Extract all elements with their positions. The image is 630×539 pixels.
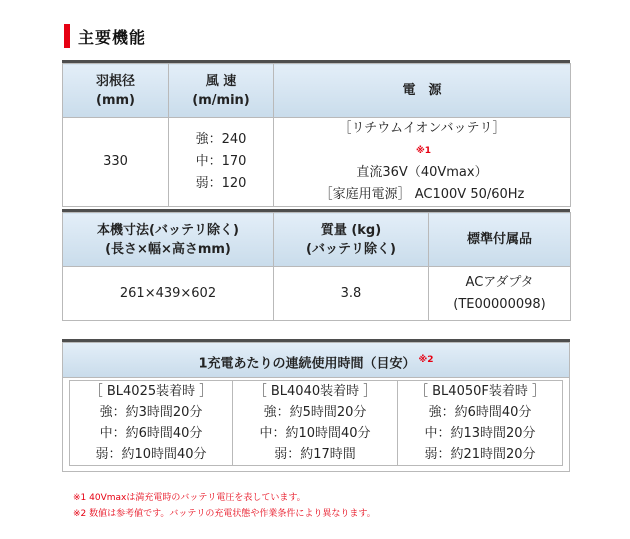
power-source-values — [274, 118, 571, 207]
section-heading — [64, 24, 146, 48]
header-blade-diameter: 羽根径 (mm) — [63, 64, 169, 118]
header-power-source: 電 源 — [274, 64, 571, 118]
heading-accent-bar — [64, 24, 70, 48]
speed-high: 強：240 — [195, 132, 247, 147]
accessory-name: ACアダプタ — [465, 274, 534, 290]
runtime-bl4040: ［ BL4040装着時 ］ 強：約5時間20分 中：約10時間40分 弱：約17時間 — [232, 380, 398, 466]
footnote-mark-2: ※2 — [418, 355, 434, 365]
speed-low: 弱：120 — [195, 176, 247, 191]
spec-table-2 — [62, 212, 571, 321]
battery-name: ［ BL4025装着時 ］ — [89, 384, 213, 399]
accessory-code: (TE00000098) — [453, 296, 546, 312]
weight-value: 3.8 — [274, 267, 429, 321]
runtime-bl4025: ［ BL4025装着時 ］ 強：約3時間20分 中：約6時間40分 弱：約10時間40分 — [69, 380, 233, 466]
dimensions-value: 261×439×602 — [63, 267, 274, 321]
power-battery-label: ［リチウムイオンバッテリ］ ※1 — [274, 118, 570, 162]
speed-mid: 中：170 — [195, 154, 247, 169]
battery-name: ［ BL4050F装着時 ］ — [415, 384, 545, 399]
accessories-value — [429, 267, 571, 321]
section-title: 主要機能 — [78, 27, 147, 47]
header-accessories: 標準付属品 — [429, 213, 571, 267]
battery-name: ［ BL4040装着時 ］ — [253, 384, 377, 399]
blade-diameter-value: 330 — [63, 118, 169, 207]
runtime-bl4050f: ［ BL4050F装着時 ］ 強：約6時間40分 中：約13時間20分 弱：約21時間20分 — [397, 380, 563, 466]
runtime-title: 1充電あたりの連続使用時間（目安） $^{※2}$ — [63, 343, 569, 378]
footnote-mark-1: ※1 — [415, 146, 431, 156]
wind-speed-values — [169, 118, 274, 207]
footnote-1: ※1 40Vmaxは満充電時のバッテリ電圧を表しています。 — [73, 493, 306, 503]
header-weight: 質量 (kg) (バッテリ除く) — [274, 213, 429, 267]
spec-table-1 — [62, 63, 571, 207]
header-wind-speed: 風 速 (m/min) — [169, 64, 274, 118]
header-dimensions: 本機寸法(バッテリ除く) (長さ×幅×高さmm) — [63, 213, 274, 267]
power-ac: ［家庭用電源］ AC100V 50/60Hz — [319, 187, 525, 202]
footnote-2: ※2 数値は参考値です。バッテリの充電状態や作業条件により異なります。 — [73, 509, 376, 519]
power-dc: 直流36V（40Vmax） — [356, 165, 488, 180]
runtime-box — [62, 342, 570, 472]
